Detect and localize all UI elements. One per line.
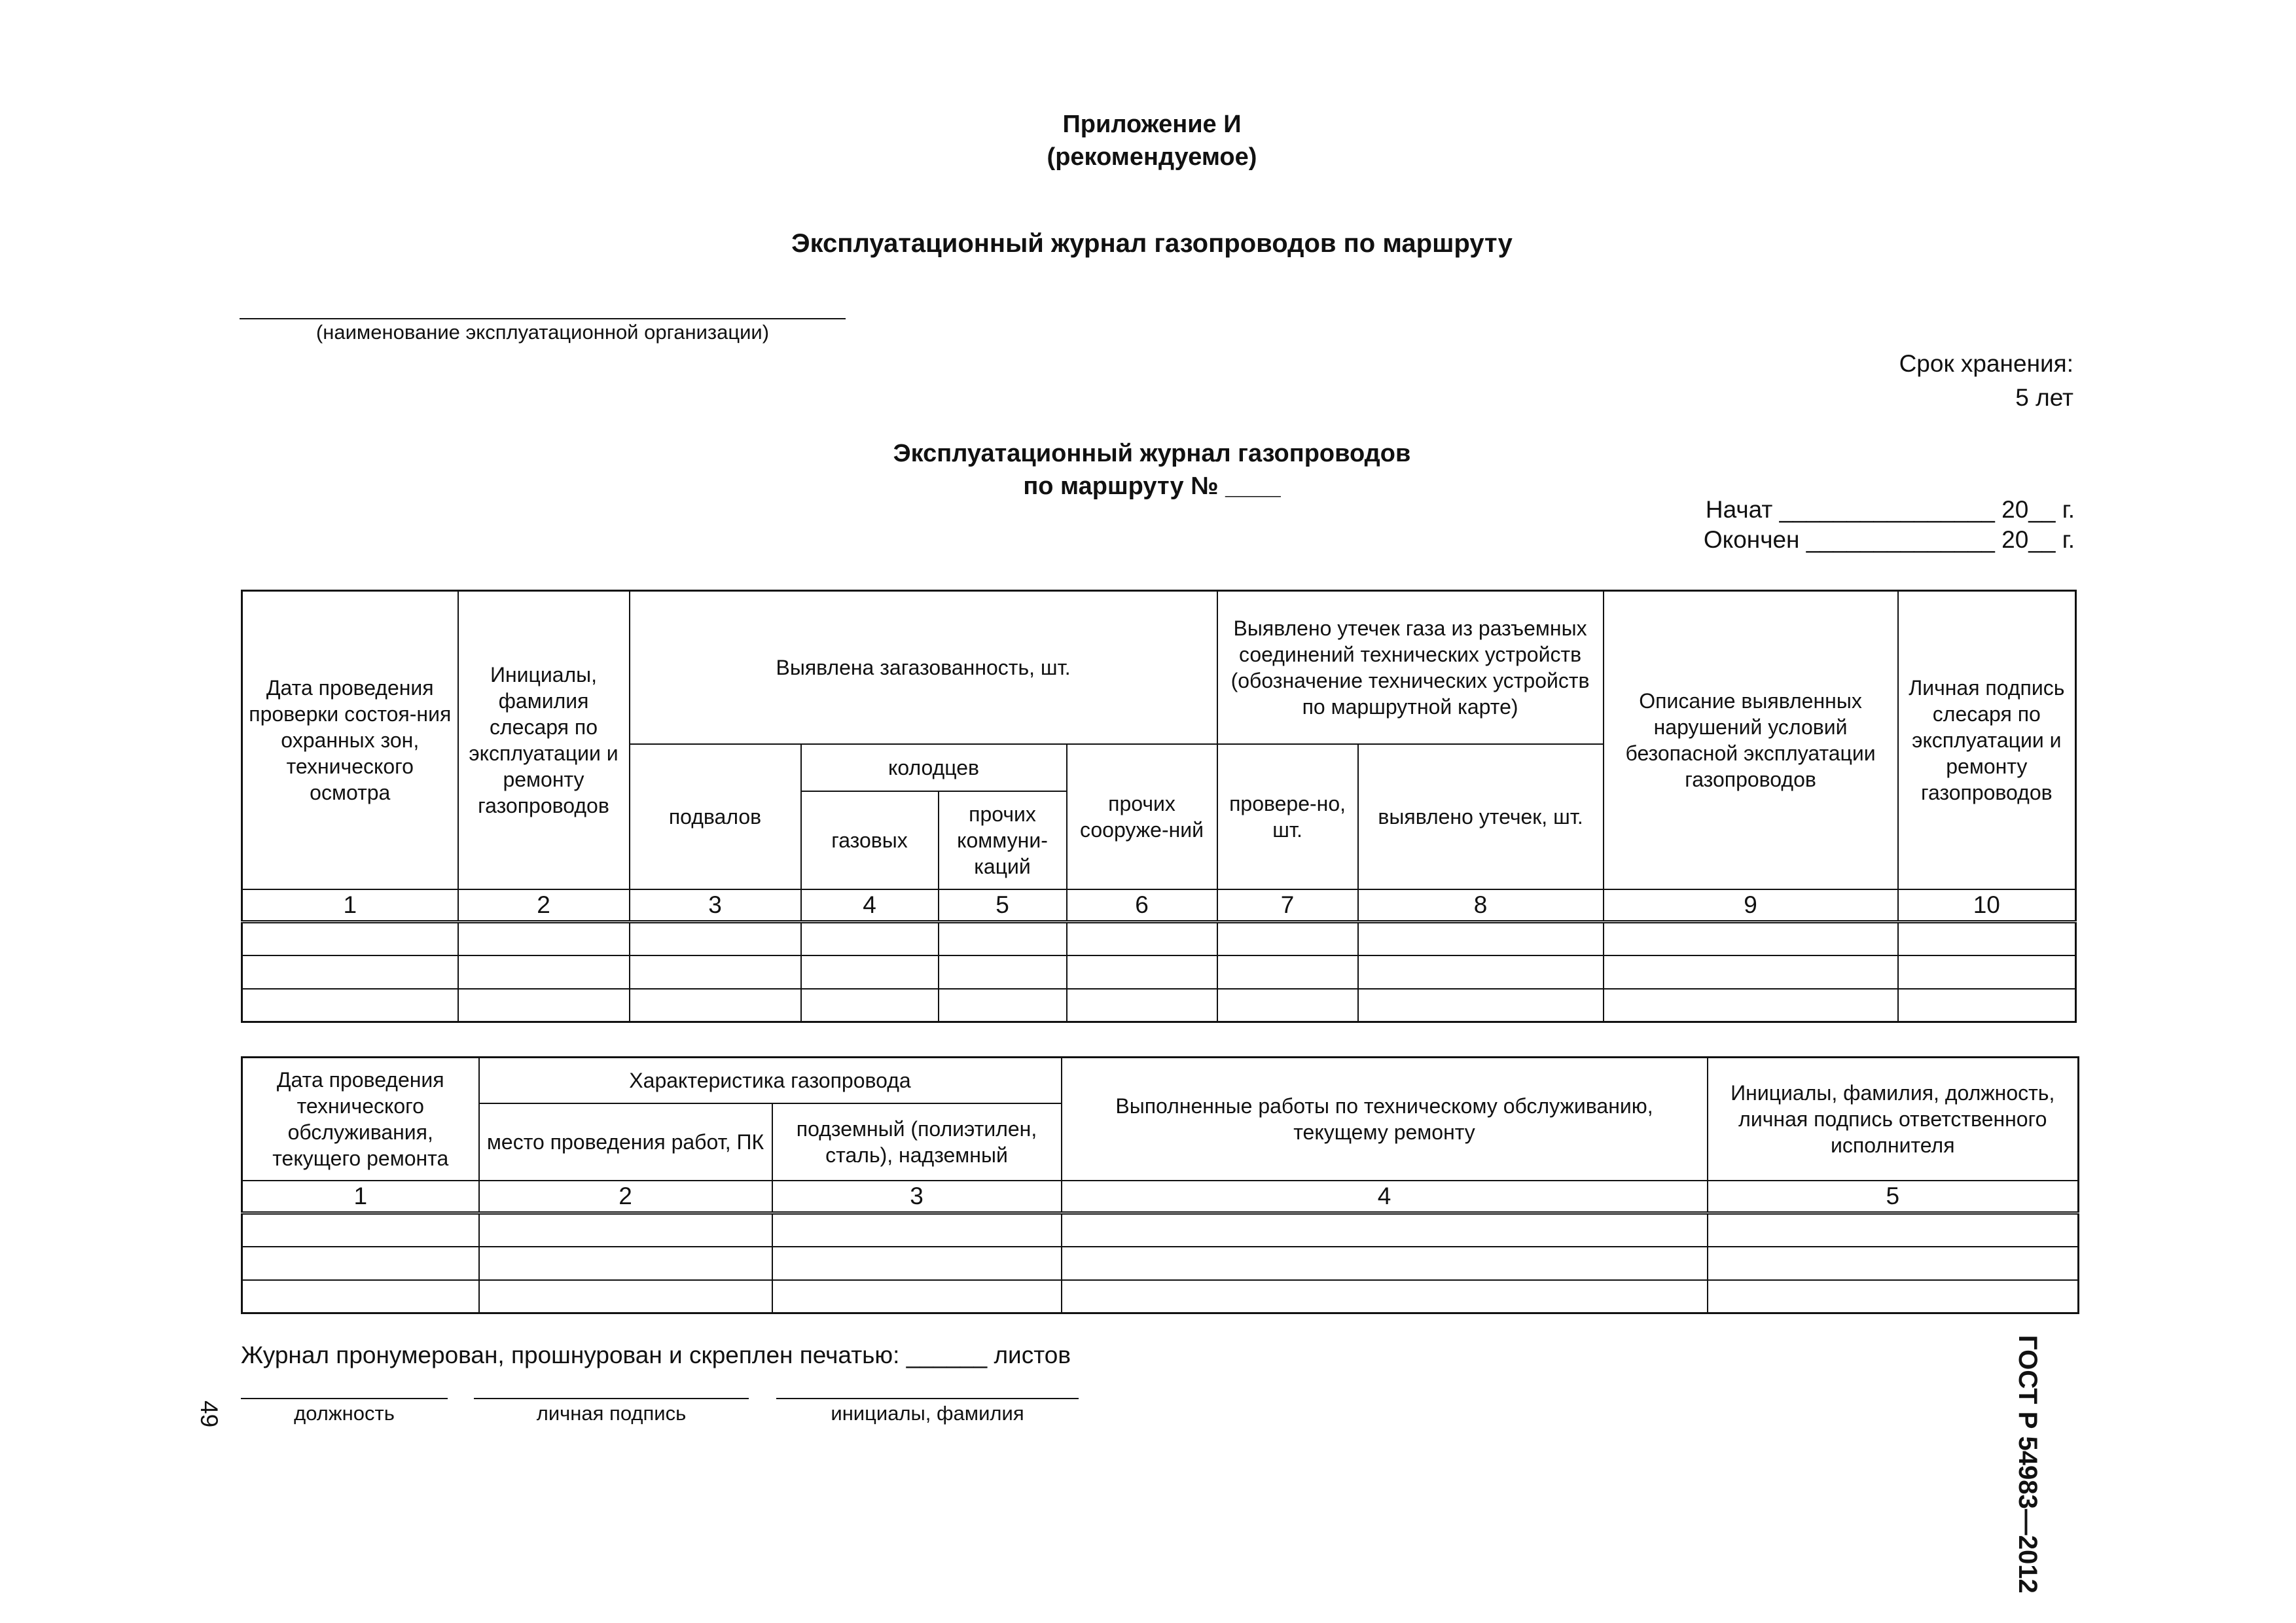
col-inspection-date: Дата проведения проверки состоя-ния охранных зон, технического осмотра [242, 591, 458, 889]
column-number: 2 [479, 1181, 772, 1213]
table-row [242, 955, 2076, 989]
table-row [242, 922, 2076, 955]
column-number: 3 [772, 1181, 1062, 1213]
column-number: 4 [801, 889, 939, 922]
table-row [242, 1213, 2079, 1247]
empty-cell[interactable] [772, 1247, 1062, 1280]
col-other-communications: прочих коммуни-каций [939, 791, 1067, 889]
empty-cell[interactable] [772, 1213, 1062, 1247]
empty-cell[interactable] [242, 1247, 479, 1280]
empty-cell[interactable] [479, 1213, 772, 1247]
col-basements: подвалов [630, 744, 801, 889]
column-number: 8 [1358, 889, 1604, 922]
empty-cell[interactable] [1062, 1280, 1708, 1313]
empty-cell[interactable] [479, 1280, 772, 1313]
page-number: 49 [196, 1400, 223, 1428]
empty-cell[interactable] [1898, 955, 2076, 989]
empty-cell[interactable] [479, 1247, 772, 1280]
empty-cell[interactable] [1217, 955, 1358, 989]
empty-cell[interactable] [801, 922, 939, 955]
col-mechanic-initials: Инициалы, фамилия слесаря по эксплуатации и ремонту газопроводов [458, 591, 630, 889]
started-date: Начат ________________ 20__ г. [1705, 496, 2075, 523]
empty-cell[interactable] [1708, 1213, 2079, 1247]
table-row [242, 1247, 2079, 1280]
empty-cell[interactable] [1708, 1247, 2079, 1280]
empty-cell[interactable] [242, 989, 458, 1022]
empty-cell[interactable] [1604, 922, 1898, 955]
storage-label: Срок хранения: [1899, 350, 2073, 377]
column-number: 4 [1062, 1181, 1708, 1213]
column-number: 6 [1067, 889, 1217, 922]
empty-cell[interactable] [1604, 955, 1898, 989]
empty-cell[interactable] [1062, 1213, 1708, 1247]
col-work-performed: Выполненные работы по техническому обслуживанию, текущему ремонту [1062, 1058, 1708, 1181]
column-number: 9 [1604, 889, 1898, 922]
col-work-place: место проведения работ, ПК [479, 1103, 772, 1181]
maintenance-table [241, 1056, 2079, 1314]
org-name-line [240, 318, 846, 319]
column-numbers-row [242, 1181, 2079, 1213]
col-other-structures: прочих сооруже-ний [1067, 744, 1217, 889]
table-row [242, 1280, 2079, 1313]
appendix-heading [655, 108, 1649, 173]
empty-cell[interactable] [630, 922, 801, 955]
empty-cell[interactable] [1067, 989, 1217, 1022]
column-numbers-row [242, 889, 2076, 922]
appendix-status: (рекомендуемое) [1047, 143, 1257, 171]
empty-cell[interactable] [1217, 922, 1358, 955]
journal-numbering-statement: Журнал пронумерован, прошнурован и скреплен печатью: ______ листов [241, 1342, 1071, 1368]
column-number: 10 [1898, 889, 2076, 922]
column-number: 1 [242, 1181, 479, 1213]
table-row [242, 989, 2076, 1022]
col-wells: колодцев [801, 744, 1067, 791]
empty-cell[interactable] [242, 1280, 479, 1313]
empty-cell[interactable] [939, 989, 1067, 1022]
empty-cell[interactable] [458, 955, 630, 989]
signature-line [474, 1398, 749, 1399]
appendix-label: Приложение И [1062, 111, 1242, 138]
col-leaks-detected: Выявлено утечек газа из разъемных соединений технических устройств (обозначение технических устройств по маршрутной карте) [1217, 591, 1604, 744]
empty-cell[interactable] [1358, 922, 1604, 955]
empty-cell[interactable] [1708, 1280, 2079, 1313]
empty-cell[interactable] [1604, 989, 1898, 1022]
inspection-table [241, 590, 2077, 1023]
position-caption: должность [294, 1402, 395, 1425]
col-gas-detected: Выявлена загазованность, шт. [630, 591, 1217, 744]
col-pipeline-characteristic: Характеристика газопровода [479, 1058, 1062, 1103]
column-number: 7 [1217, 889, 1358, 922]
col-mechanic-signature: Личная подпись слесаря по эксплуатации и ремонту газопроводов [1898, 591, 2076, 889]
empty-cell[interactable] [242, 922, 458, 955]
name-line [776, 1398, 1079, 1399]
col-maintenance-date: Дата проведения технического обслуживания, текущего ремонта [242, 1058, 479, 1181]
storage-period [1767, 347, 2073, 415]
empty-cell[interactable] [1217, 989, 1358, 1022]
empty-cell[interactable] [458, 989, 630, 1022]
position-line [241, 1398, 448, 1399]
empty-cell[interactable] [242, 955, 458, 989]
journal-title [720, 437, 1584, 503]
empty-cell[interactable] [1067, 922, 1217, 955]
column-number: 3 [630, 889, 801, 922]
org-name-caption: (наименование эксплуатационной организации) [315, 321, 770, 344]
empty-cell[interactable] [1067, 955, 1217, 989]
empty-cell[interactable] [939, 922, 1067, 955]
empty-cell[interactable] [1062, 1247, 1708, 1280]
empty-cell[interactable] [801, 955, 939, 989]
col-violations-description: Описание выявленных нарушений условий безопасной эксплуатации газопроводов [1604, 591, 1898, 889]
column-number: 1 [242, 889, 458, 922]
empty-cell[interactable] [939, 955, 1067, 989]
name-caption: инициалы, фамилия [831, 1402, 1024, 1425]
empty-cell[interactable] [630, 955, 801, 989]
col-responsible-executor: Инициалы, фамилия, должность, личная подпись ответственного исполнителя [1708, 1058, 2079, 1181]
empty-cell[interactable] [801, 989, 939, 1022]
empty-cell[interactable] [242, 1213, 479, 1247]
column-number: 5 [939, 889, 1067, 922]
empty-cell[interactable] [772, 1280, 1062, 1313]
journal-title-line1: Эксплуатационный журнал газопроводов [893, 440, 1411, 467]
signature-caption: личная подпись [536, 1402, 687, 1425]
empty-cell[interactable] [1898, 989, 2076, 1022]
ended-date: Окончен ______________ 20__ г. [1703, 526, 2075, 553]
standard-designation: ГОСТ Р 54983—2012 [2013, 1335, 2042, 1594]
col-checked: провере-но, шт. [1217, 744, 1358, 889]
empty-cell[interactable] [1898, 922, 2076, 955]
empty-cell[interactable] [1358, 989, 1604, 1022]
column-number: 5 [1708, 1181, 2079, 1213]
journal-title-line2: по маршруту № ____ [1023, 473, 1281, 500]
empty-cell[interactable] [458, 922, 630, 955]
empty-cell[interactable] [1358, 955, 1604, 989]
col-leaks-found: выявлено утечек, шт. [1358, 744, 1604, 889]
column-number: 2 [458, 889, 630, 922]
col-gas-wells: газовых [801, 791, 939, 889]
col-pipeline-type: подземный (полиэтилен, сталь), надземный [772, 1103, 1062, 1181]
storage-value: 5 лет [2015, 384, 2073, 411]
empty-cell[interactable] [630, 989, 801, 1022]
page-title: Эксплуатационный журнал газопроводов по маршруту [791, 229, 1513, 258]
